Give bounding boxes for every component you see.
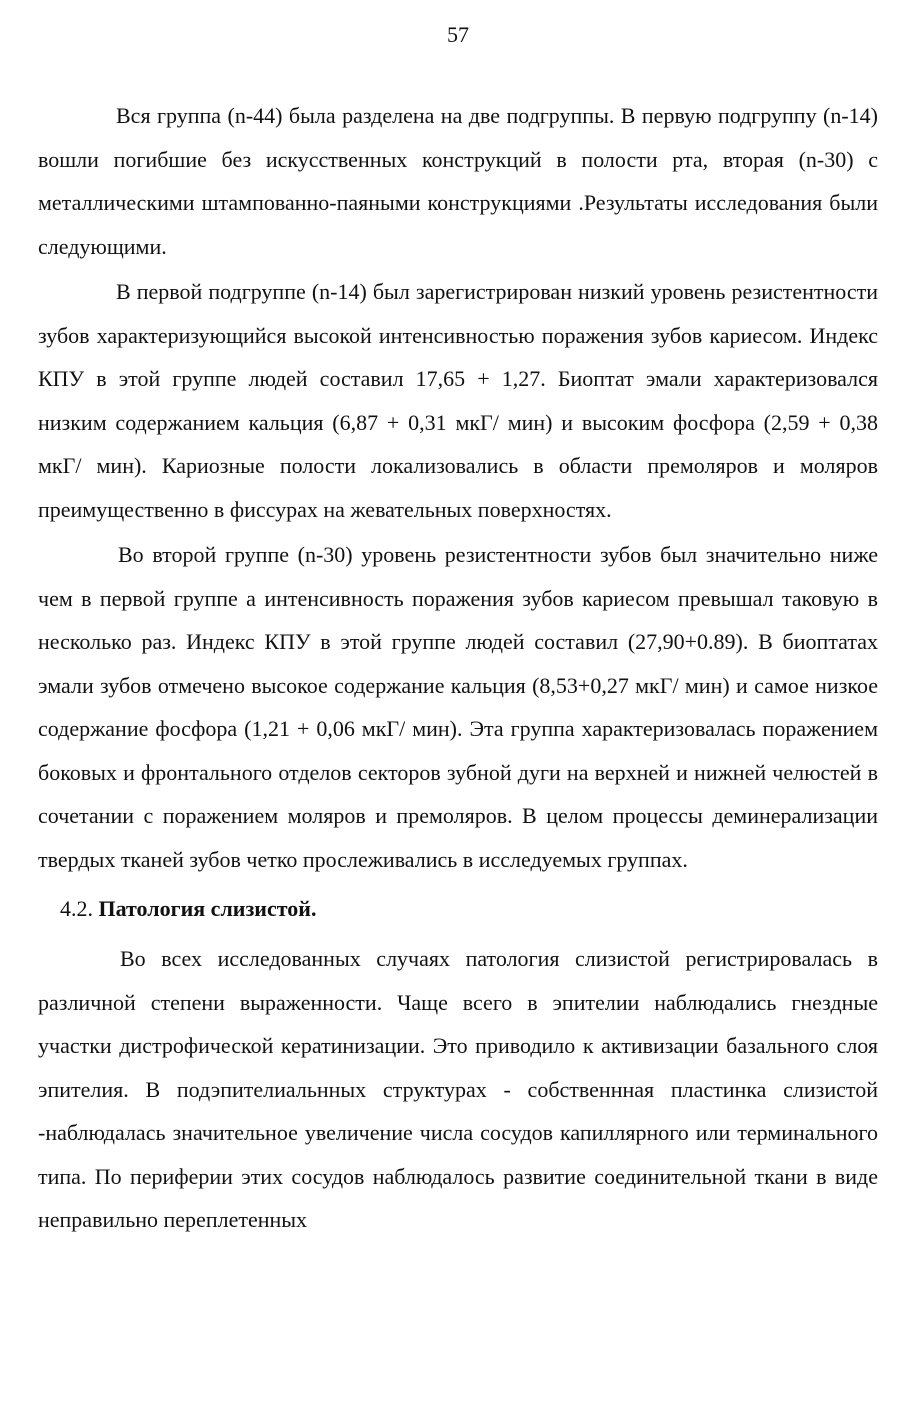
paragraph-first-subgroup: В первой подгруппе (n-14) был зарегистрирован низкий уровень резистентности зубов характеризующийся высокой интенсивностью поражения зубов кариесом. Индекс КПУ в этой группе людей составил 17,65 + 1,27. Биоптат эмали характеризовался низким содержанием кальция (6,87 + 0,31 мкГ/ мин) и высоким фосфора (2,59 + 0,38 мкГ/ мин). Кариозные полости локализовались в области премоляров и моляров преимущественно в фиссурах на жевательных поверхностях. xyxy=(38,279,878,522)
paragraph-mucosa-pathology: Во всех исследованных случаях патология слизистой регистрировалась в различной степени выраженности. Чаще всего в эпителии наблюдались гнездные участки дистрофической кератинизации. Это приводило к активизации базального слоя эпителия. В подэпителиальнных структурах - собственнная пластинка слизистой -наблюдалась значительное увеличение числа сосудов капиллярного или терминального типа. По периферии этих сосудов наблюдалось развитие соединительной ткани в виде неправильно переплетенных xyxy=(38,946,878,1232)
section-number: 4.2. xyxy=(60,896,93,921)
section-title: Патология слизистой. xyxy=(98,896,317,921)
section-heading xyxy=(38,885,878,933)
document-body xyxy=(38,94,878,1242)
page-number: 57 xyxy=(447,22,469,47)
paragraph-subgroups: Вся группа (n-44) была разделена на две подгруппы. В первую подгруппу (n-14) вошли погибшие без искусственных конструкций в полости рта, вторая (n-30) с металлическими штампованно-паяными конструкциями .Результаты исследования были следующими. xyxy=(38,103,878,259)
paragraph-second-group: Во второй группе (n-30) уровень резистентности зубов был значительно ниже чем в первой группе а интенсивность поражения зубов кариесом превышал таковую в несколько раз. Индекс КПУ в этой группе людей составил (27,90+0.89). В биоптатах эмали зубов отмечено высокое содержание кальция (8,53+0,27 мкГ/ мин) и самое низкое содержание фосфора (1,21 + 0,06 мкГ/ мин). Эта группа характеризовалась поражением боковых и фронтального отделов секторов зубной дуги на верхней и нижней челюстей в сочетании с поражением моляров и премоляров. В целом процессы деминерализации твердых тканей зубов четко прослеживались в исследуемых группах. xyxy=(38,542,878,872)
